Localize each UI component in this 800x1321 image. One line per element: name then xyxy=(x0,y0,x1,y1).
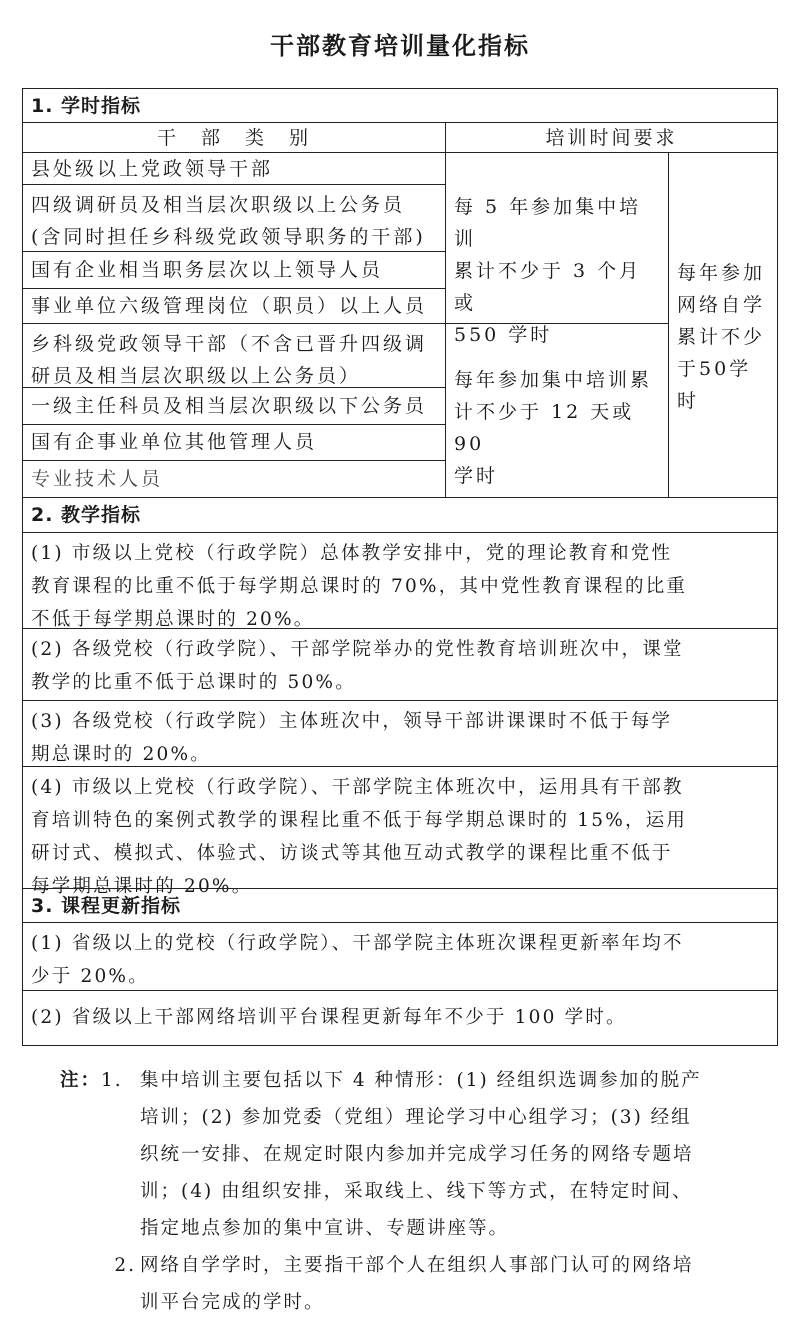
course-update-item: (2) 省级以上干部网络培训平台课程更新每年不少于 100 学时。 xyxy=(22,990,778,1046)
category-row: 乡科级党政领导干部（不含已晋升四级调 研员及相当层次职级以上公务员） xyxy=(22,323,446,388)
column-header-requirement: 培训时间要求 xyxy=(445,122,778,153)
category-row: 国有企业相当职务层次以上领导人员 xyxy=(22,251,446,289)
note-item xyxy=(60,1247,780,1321)
note-text: 网络自学学时，主要指干部个人在组织人事部门认可的网络培 训平台完成的学时。 xyxy=(140,1255,694,1313)
section3-heading: 3. 课程更新指标 xyxy=(22,888,778,923)
page-title: 干部教育培训量化指标 xyxy=(270,32,530,60)
teaching-item: (2) 各级党校（行政学院）、干部学院举办的党性教育培训班次中，课堂 教学的比重不低于总课时的 50%。 xyxy=(22,628,778,701)
requirement-group1: 每 5 年参加集中培训 累计不少于 3 个月或 550 学时 xyxy=(445,152,669,324)
requirement-online: 每年参加 网络自学 累计不少 于50学时 xyxy=(668,152,778,498)
category-row: 一级主任科员及相当层次职级以下公务员 xyxy=(22,387,446,425)
notes xyxy=(60,1062,780,1321)
category-row: 县处级以上党政领导干部 xyxy=(22,152,446,185)
course-update-item: (1) 省级以上的党校（行政学院）、干部学院主体班次课程更新率年均不 少于 20%。 xyxy=(22,922,778,991)
category-row: 事业单位六级管理岗位（职员）以上人员 xyxy=(22,288,446,324)
category-row: 四级调研员及相当层次职级以上公务员 (含同时担任乡科级党政领导职务的干部) xyxy=(22,184,446,252)
category-row: 专业技术人员 xyxy=(22,460,446,498)
requirement-group2: 每年参加集中培训累 计不少于 12 天或 90 学时 xyxy=(445,323,669,498)
teaching-item: (3) 各级党校（行政学院）主体班次中，领导干部讲课课时不低于每学 期总课时的 20%。 xyxy=(22,700,778,767)
column-header-category: 干 部 类 别 xyxy=(22,122,446,153)
note-text: 集中培训主要包括以下 4 种情形：(1) 经组织选调参加的脱产 培训；(2) 参加党委（党组）理论学习中心组学习；(3) 经组 织统一安排、在规定时限内参加并完成学习任务的网络专题培 训；(4) 由组织安排，采取线上、线下等方式，在特定时间、 指定地点参加的集中宣讲、专题讲座等。 xyxy=(140,1070,702,1239)
teaching-item: (4) 市级以上党校（行政学院）、干部学院主体班次中，运用具有干部教 育培训特色的案例式教学的课程比重不低于每学期总课时的 15%，运用 研讨式、模拟式、体验式、访谈式等其他互动式教学的课程比重不低于 每学期总课时的 20%。 xyxy=(22,766,778,889)
notes-label: 注： xyxy=(60,1070,102,1091)
teaching-item: (1) 市级以上党校（行政学院）总体教学安排中，党的理论教育和党性 教育课程的比重不低于每学期总课时的 70%，其中党性教育课程的比重 不低于每学期总课时的 20%。 xyxy=(22,532,778,629)
note-number: 2. xyxy=(114,1255,136,1276)
note-number xyxy=(60,1062,140,1247)
section2-heading: 2. 教学指标 xyxy=(22,497,778,533)
note-number-text: 1. xyxy=(101,1070,123,1091)
category-row: 国有企事业单位其他管理人员 xyxy=(22,424,446,461)
section1-heading: 1. 学时指标 xyxy=(22,88,778,123)
note-item xyxy=(60,1062,780,1247)
